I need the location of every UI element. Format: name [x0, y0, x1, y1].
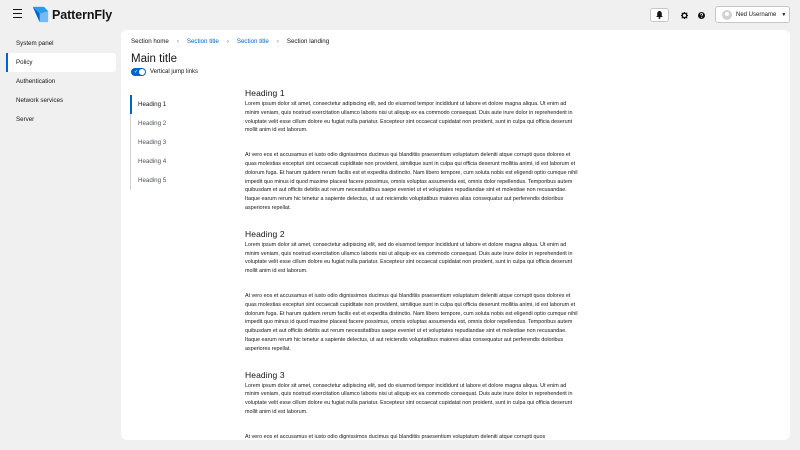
- chevron-right-icon: ›: [226, 38, 229, 45]
- jump-links: [130, 95, 205, 190]
- patternfly-logo-icon: [32, 6, 49, 23]
- avatar: [722, 10, 732, 20]
- section-heading: Heading 2: [245, 228, 285, 239]
- caret-down-icon: ▼: [781, 11, 787, 18]
- section-heading-3: [245, 370, 581, 440]
- settings-button[interactable]: [677, 8, 691, 22]
- jump-link-heading-2[interactable]: Heading 2: [138, 120, 167, 127]
- help-button[interactable]: [694, 8, 708, 22]
- section-paragraph: Lorem ipsum dolor sit amet, consectetur adipiscing elit, sed do eiusmod tempor incididunt ut labore et dolore magna aliqua. Ut enim ad minim veniam, quis nostrud exercitation ullamco laboris nisi ut aliquip ex ea commodo consequat. Duis aute irure dolor in reprehenderit in voluptate velit esse cillum dolore eu fugiat nulla pariatur. Excepteur sint occaecat cupidatat non proident, sunt in culpa qui officia deserunt mollit anim id est laborum.: [245, 101, 573, 134]
- section-heading: Heading 1: [245, 88, 285, 98]
- section-heading: Heading 3: [245, 369, 285, 380]
- check-icon: ✓: [134, 69, 139, 75]
- toggle-switch[interactable]: [131, 68, 146, 76]
- brand-name: PatternFly: [52, 7, 113, 22]
- section-paragraph: At vero eos et accusamus et iusto odio dignissimos ducimus qui blanditiis praesentium voluptatum deleniti atque corrupti quos dolores et quas molestias excepturi sint occaecati cupiditate non provident, similique sunt in culpa qui officia deserunt mollitia animi, id est laborum et dolorum fuga. Et harum quidem rerum facilis est et expedita distinctio. Nam libero tempore, cum soluta nobis est eligendi optio cumque nihil impedit quo minus id quod maxime placeat facere possimus, omnis voluptas assumenda est, omnis dolor repellendus. Temporibus autem quibusdam et aut officiis debitis aut rerum necessitatibus saepe eveniet ut et voluptates repudiandae sint et molestiae non recusandae. Itaque earum rerum hic tenetur a sapiente delectus, ut aut reiciendis voluptatibus maiores alias consequatur aut perferendis doloribus asperiores repellat.: [245, 152, 578, 211]
- bell-icon: [656, 11, 663, 19]
- bars-icon[interactable]: [13, 9, 22, 18]
- section-heading-2: [245, 229, 581, 354]
- section-paragraph: At vero eos et accusamus et iusto odio dignissimos ducimus qui blanditiis praesentium voluptatum deleniti atque corrupti quos: [245, 433, 546, 440]
- page-title: Main title: [131, 53, 178, 65]
- chevron-right-icon: ›: [176, 38, 179, 45]
- content-area: [245, 88, 581, 440]
- sidebar-item-authentication[interactable]: Authentication: [16, 78, 56, 85]
- sidebar-item-server[interactable]: Server: [16, 116, 35, 123]
- main-panel: [121, 30, 790, 440]
- breadcrumb-item-current: Section landing: [286, 38, 330, 45]
- breadcrumb-item-section-2[interactable]: Section title: [236, 38, 269, 45]
- jump-link-heading-1[interactable]: Heading 1: [131, 95, 205, 114]
- sidebar-nav: [0, 30, 120, 129]
- sidebar-item-network-services[interactable]: Network services: [16, 97, 64, 104]
- help-icon: [698, 12, 705, 19]
- notification-button[interactable]: [650, 8, 669, 22]
- section-paragraph: Lorem ipsum dolor sit amet, consectetur adipiscing elit, sed do eiusmod tempor incididunt ut labore et dolore magna aliqua. Ut enim ad minim veniam, quis nostrud exercitation ullamco laboris nisi ut aliquip ex ea commodo consequat. Duis aute irure dolor in reprehenderit in voluptate velit esse cillum dolore eu fugiat nulla pariatur. Excepteur sint occaecat cupidatat non proident, sunt in culpa qui officia deserunt mollit anim id est laborum.: [245, 241, 573, 275]
- masthead: [0, 0, 800, 30]
- sidebar-item-system-panel[interactable]: System panel: [16, 40, 54, 47]
- jump-link-heading-3[interactable]: Heading 3: [138, 139, 167, 146]
- breadcrumb-item-home[interactable]: Section home: [131, 38, 169, 45]
- jump-links-toggle[interactable]: [131, 68, 198, 76]
- jump-link-heading-4[interactable]: Heading 4: [138, 158, 167, 165]
- brand-logo[interactable]: [32, 6, 112, 23]
- breadcrumb: [131, 38, 329, 45]
- jump-link-heading-5[interactable]: Heading 5: [138, 177, 167, 184]
- section-heading-1: [245, 88, 581, 213]
- breadcrumb-item-section-1[interactable]: Section title: [186, 38, 219, 45]
- toggle-label: Vertical jump links: [150, 69, 199, 75]
- chevron-right-icon: ›: [276, 38, 279, 45]
- section-paragraph: Lorem ipsum dolor sit amet, consectetur adipiscing elit, sed do eiusmod tempor incididunt ut labore et dolore magna aliqua. Ut enim ad minim veniam, quis nostrud exercitation ullamco laboris nisi ut aliquip ex ea commodo consequat. Duis aute irure dolor in reprehenderit in voluptate velit esse cillum dolore eu fugiat nulla pariatur. Excepteur sint occaecat cupidatat non proident, sunt in culpa qui officia deserunt mollit anim id est laborum.: [245, 382, 573, 415]
- cog-icon: [681, 12, 688, 19]
- user-name: Ned Username: [736, 11, 777, 18]
- user-dropdown[interactable]: [715, 6, 790, 23]
- section-paragraph: At vero eos et accusamus et iusto odio dignissimos ducimus qui blanditiis praesentium voluptatum deleniti atque corrupti quos dolores et quas molestias excepturi sint occaecati cupiditate non provident, similique sunt in culpa qui officia deserunt mollitia animi, id est laborum et dolorum fuga. Et harum quidem rerum facilis est et expedita distinctio. Nam libero tempore, cum soluta nobis est eligendi optio cumque nihil impedit quo minus id quod maxime placeat facere possimus, omnis voluptas assumenda est, omnis dolor repellendus. Temporibus autem quibusdam et aut officiis debitis aut rerum necessitatibus saepe eveniet ut et voluptates repudiandae sint et molestiae non recusandae. Itaque earum rerum hic tenetur a sapiente delectus, ut aut reiciendis voluptatibus maiores alias consequatur aut perferendis doloribus asperiores repellat.: [245, 292, 578, 352]
- sidebar-item-policy[interactable]: Policy: [8, 53, 116, 72]
